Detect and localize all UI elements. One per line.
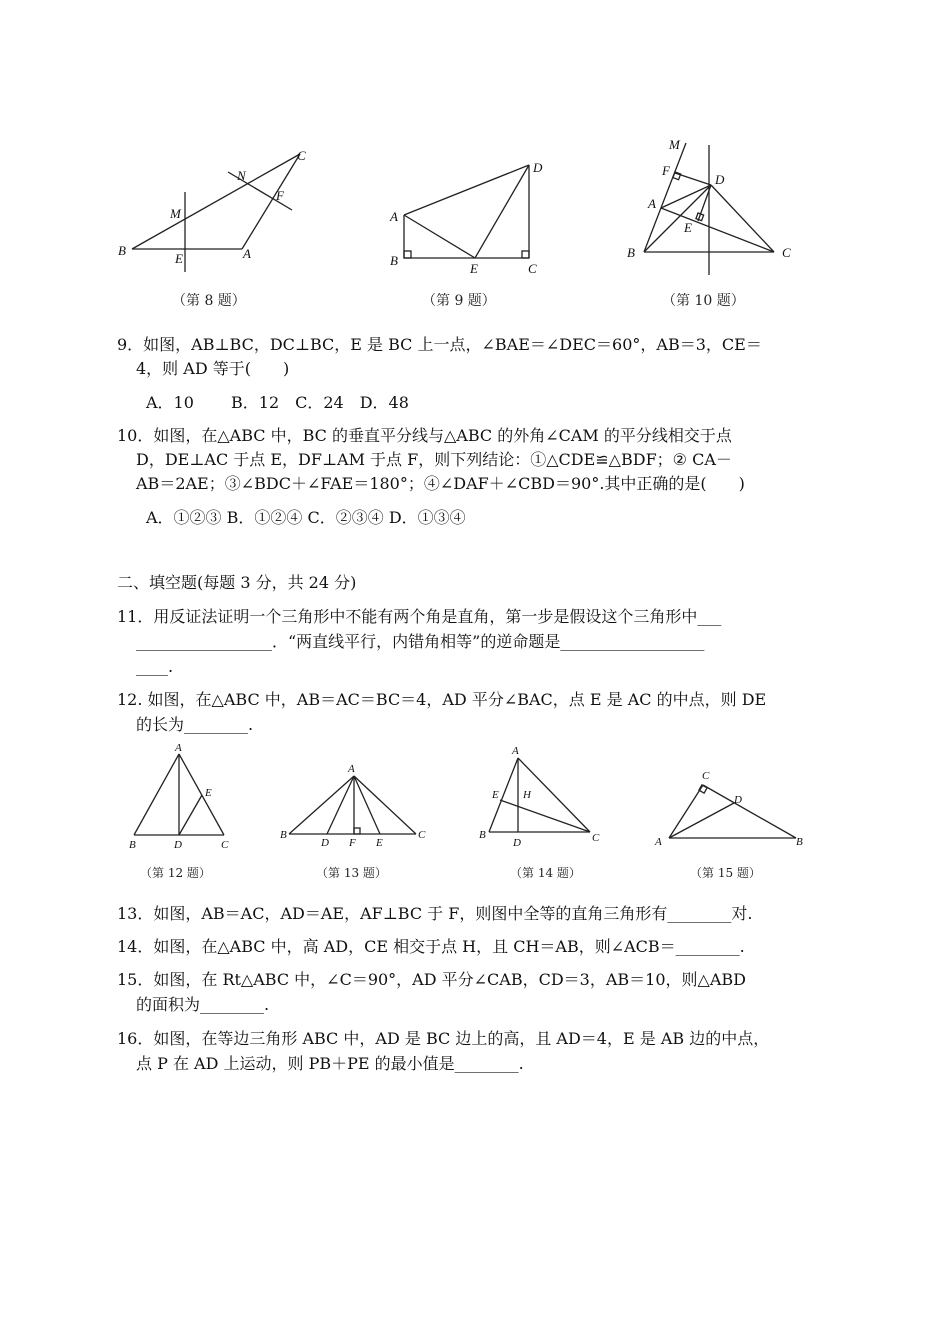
q8-label-e: E: [175, 251, 183, 266]
q14-label-h: H: [523, 789, 531, 801]
q9-label-a: A: [390, 209, 398, 224]
q15-line-1: 15．如图，在 Rt△ABC 中，∠C＝90°，AD 平分∠CAB，CD＝3，AB＝10，则△ABD: [117, 970, 746, 989]
q13-label-d: D: [321, 837, 329, 849]
q13-label-f: F: [349, 837, 356, 849]
figure-q9: [385, 155, 555, 284]
q12-label-b: B: [129, 839, 136, 851]
caption-q15: （第 15 题）: [690, 866, 761, 880]
figure-q14: [470, 742, 610, 861]
caption-q9: （第 9 题）: [422, 293, 496, 309]
q8-label-n: N: [237, 168, 246, 183]
q14-label-c: C: [592, 832, 600, 844]
q14-line: 14．如图，在△ABC 中，高 AD，CE 相交于点 H，且 CH＝AB，则∠ACB＝________.: [117, 937, 745, 956]
q10-line-2: D，DE⊥AC 于点 E，DF⊥AM 于点 F，则下列结论：①△CDE≌△BDF；② CA－: [136, 450, 732, 469]
q9-label-d: D: [533, 160, 543, 175]
q14-label-a: A: [512, 745, 519, 757]
q13-label-a: A: [348, 763, 355, 775]
q8-label-c: C: [297, 148, 306, 163]
q8-label-f: F: [276, 188, 284, 203]
q12-label-e: E: [205, 787, 212, 799]
figure-q12: [120, 740, 240, 859]
figure-q15: [650, 765, 820, 859]
q12-line-2: 的长为________.: [136, 715, 254, 734]
q8-label-b: B: [118, 243, 126, 258]
q11-line-3: ____.: [136, 657, 174, 676]
q12-line-1: 12. 如图，在△ABC 中，AB＝AC＝BC＝4，AD 平分∠BAC，点 E 是 AC 的中点，则 DE: [117, 690, 767, 709]
q11-line-2: _________________．“两直线平行，内错角相等”的逆命题是__________________: [136, 632, 705, 651]
q9-options: A．10 B．12 C．24 D．48: [146, 393, 409, 412]
caption-q14: （第 14 题）: [510, 866, 581, 880]
q15-label-d: D: [734, 794, 742, 806]
caption-q10: （第 10 题）: [662, 293, 745, 309]
q8-label-m: M: [170, 206, 181, 221]
q9-label-c: C: [528, 261, 537, 276]
q12-label-d: D: [174, 839, 182, 851]
q16-line-2: 点 P 在 AD 上运动，则 PB＋PE 的最小值是________.: [136, 1054, 524, 1073]
q14-label-e: E: [492, 789, 499, 801]
figure-q10: [620, 135, 810, 284]
q9-label-e: E: [470, 261, 478, 276]
figure-q8: [110, 140, 310, 279]
q15-label-b: B: [796, 836, 803, 848]
q9-label-b: B: [390, 253, 398, 268]
caption-q13: （第 13 题）: [316, 866, 387, 880]
q10-label-a: A: [648, 196, 656, 211]
q8-label-a: A: [243, 246, 251, 261]
figure-q13: [275, 758, 435, 857]
q13-label-c: C: [418, 829, 426, 841]
q16-line-1: 16．如图，在等边三角形 ABC 中，AD 是 BC 边上的高，且 AD＝4，E 是 AB 边的中点，: [117, 1029, 770, 1048]
q10-label-e: E: [684, 220, 692, 235]
q14-label-d: D: [513, 837, 521, 849]
q10-label-m: M: [669, 137, 680, 152]
q13-label-b: B: [280, 829, 287, 841]
q10-label-d: D: [715, 172, 725, 187]
caption-q8: （第 8 题）: [172, 293, 246, 309]
q13-line: 13．如图，AB＝AC，AD＝AE，AF⊥BC 于 F，则图中全等的直角三角形有________对.: [117, 904, 753, 923]
q15-label-a: A: [655, 836, 662, 848]
q15-line-2: 的面积为________.: [136, 995, 270, 1014]
q14-label-b: B: [479, 829, 486, 841]
q10-line-3: AB＝2AE；③∠BDC＋∠FAE＝180°；④∠DAF＋∠CBD＝90°.其中正确的是( ): [136, 474, 745, 493]
q10-label-f: F: [662, 163, 670, 178]
q13-label-e: E: [376, 837, 383, 849]
q10-options: A．①②③ B．①②④ C．②③④ D．①③④: [146, 508, 466, 527]
q10-label-c: C: [782, 245, 791, 260]
caption-q12: （第 12 题）: [140, 866, 211, 880]
q12-label-a: A: [175, 742, 182, 754]
q9-line-1: 9．如图，AB⊥BC，DC⊥BC，E 是 BC 上一点，∠BAE＝∠DEC＝60°，AB＝3，CE＝: [117, 335, 762, 354]
q11-line-1: 11．用反证法证明一个三角形中不能有两个角是直角，第一步是假设这个三角形中___: [117, 607, 722, 626]
q10-label-b: B: [627, 245, 635, 260]
q10-line-1: 10．如图，在△ABC 中，BC 的垂直平分线与△ABC 的外角∠CAM 的平分线相交于点: [117, 426, 732, 445]
q9-line-2: 4，则 AD 等于( ): [136, 359, 290, 378]
section-2-heading: 二、填空题(每题 3 分，共 24 分): [117, 573, 357, 592]
q15-label-c: C: [702, 770, 710, 782]
q12-label-c: C: [221, 839, 229, 851]
